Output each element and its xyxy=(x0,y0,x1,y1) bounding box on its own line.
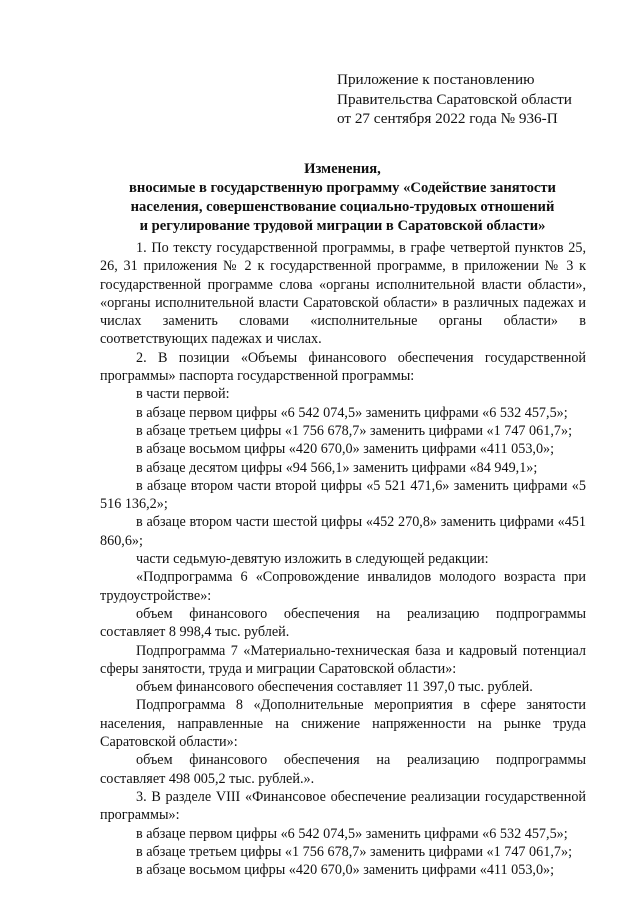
paragraph: в абзаце первом цифры «6 542 074,5» заменить цифрами «6 532 457,5»; xyxy=(136,825,568,842)
title-line-4: и регулирование трудовой миграции в Саратовской области» xyxy=(139,218,546,234)
paragraph: объем финансового обеспечения составляет 11 397,0 тыс. рублей. xyxy=(136,679,533,696)
paragraph: в абзаце втором части шестой цифры «452 270,8» заменить цифрами «451 860,6»; xyxy=(100,514,586,549)
annex-line-2: Правительства Саратовской области xyxy=(337,90,572,108)
paragraph: в части первой: xyxy=(136,386,230,403)
annex-line-3: от 27 сентября 2022 года № 936-П xyxy=(337,110,558,127)
paragraph: в абзаце третьем цифры «1 756 678,7» заменить цифрами «1 747 061,7»; xyxy=(136,422,573,439)
paragraph: части седьмую-девятую изложить в следующей редакции: xyxy=(136,551,489,568)
paragraph: в абзаце восьмом цифры «420 670,0» заменить цифрами «411 053,0»; xyxy=(136,862,555,879)
paragraph: Подпрограмма 8 «Дополнительные мероприятия в сфере занятости населения, направленные на снижение напряженности на рынке труда Саратовской области»: xyxy=(100,697,586,751)
document-title xyxy=(90,160,595,236)
annex-header xyxy=(337,70,627,129)
paragraph: 1. По тексту государственной программы, в графе четвертой пунктов 25, 26, 31 приложения № 2 к государственной программе, в приложении № 3 к государственной программе слова «органы исполнительной власти области», «органы исполнительной власти Саратовской области» в различных падежах и числах заменить словами «исполнительные органы области» в соответствующих падежах и числах. xyxy=(100,240,586,348)
title-line-1: Изменения, xyxy=(304,161,381,177)
paragraph: объем финансового обеспечения на реализацию подпрограммы составляет 8 998,4 тыс. рублей. xyxy=(100,605,586,641)
paragraph: Подпрограмма 7 «Материально-техническая база и кадровый потенциал сферы занятости, труда и миграции Саратовской области»: xyxy=(100,642,586,677)
paragraph: 2. В позиции «Объемы финансового обеспечения государственной программы» паспорта государственной программы: xyxy=(100,349,586,385)
title-line-3: населения, совершенствование социально-трудовых отношений xyxy=(130,199,555,215)
paragraph: в абзаце втором части второй цифры «5 521 471,6» заменить цифрами «5 516 136,2»; xyxy=(100,477,586,513)
title-line-2: вносимые в государственную программу «Содействие занятости xyxy=(129,180,556,196)
paragraph: 3. В разделе VIII «Финансовое обеспечение реализации государственной программы»: xyxy=(100,788,586,824)
document-body xyxy=(100,239,586,879)
paragraph: в абзаце первом цифры «6 542 074,5» заменить цифрами «6 532 457,5»; xyxy=(136,404,568,421)
paragraph: объем финансового обеспечения на реализацию подпрограммы составляет 498 005,2 тыс. рублей.». xyxy=(100,752,586,787)
paragraph: в абзаце восьмом цифры «420 670,0» заменить цифрами «411 053,0»; xyxy=(136,441,555,458)
annex-line-1: Приложение к постановлению xyxy=(337,71,535,88)
paragraph: «Подпрограмма 6 «Сопровождение инвалидов молодого возраста при трудоустройстве»: xyxy=(100,569,586,604)
paragraph: в абзаце десятом цифры «94 566,1» заменить цифрами «84 949,1»; xyxy=(136,459,538,476)
paragraph: в абзаце третьем цифры «1 756 678,7» заменить цифрами «1 747 061,7»; xyxy=(136,843,573,860)
